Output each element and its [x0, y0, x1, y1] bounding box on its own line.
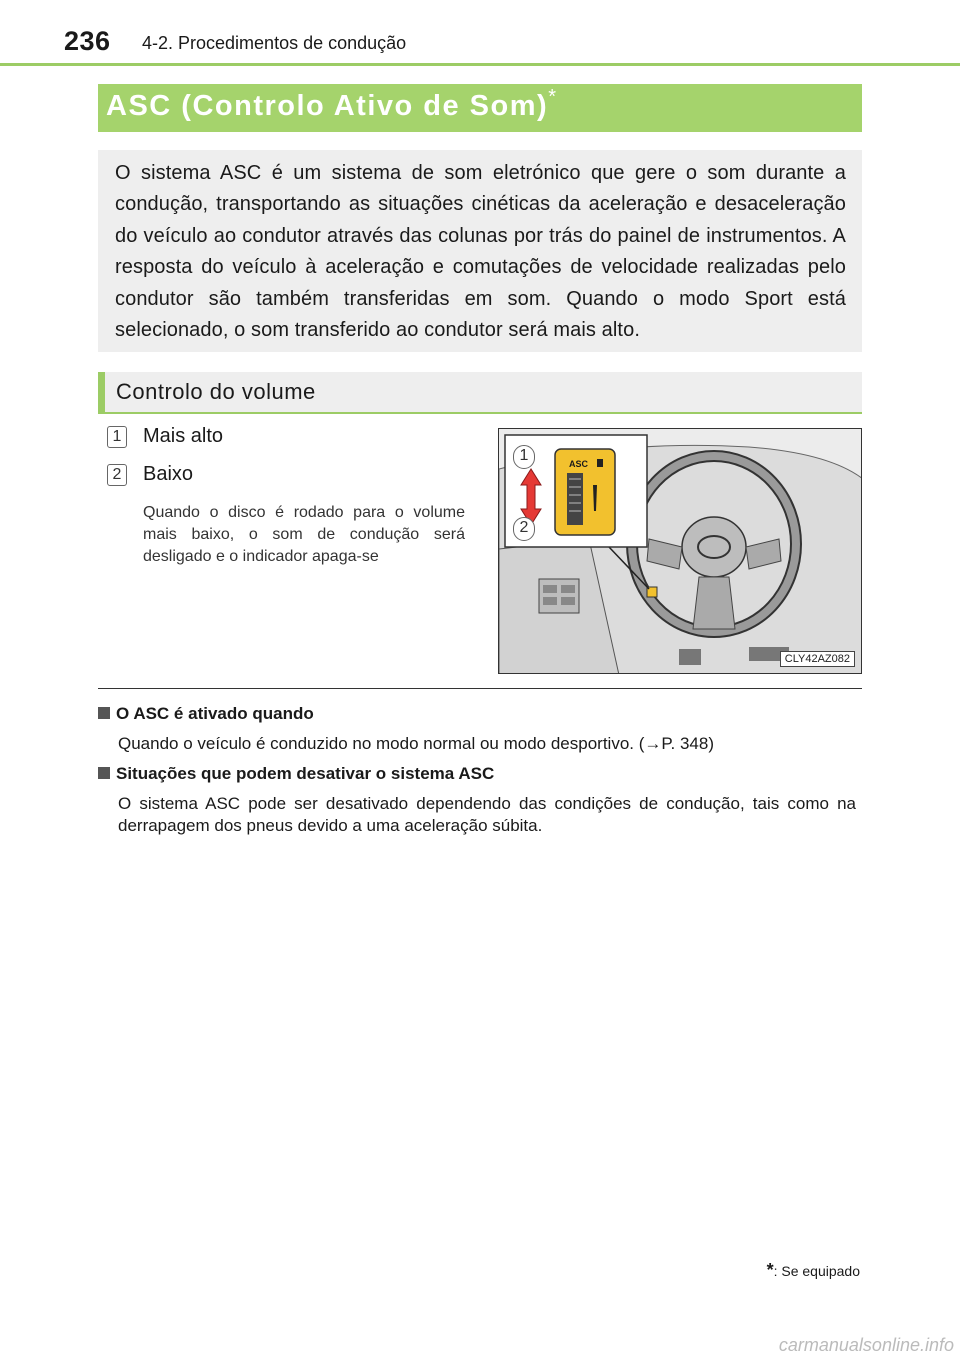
item-number-1: 1	[107, 426, 127, 448]
header-rule	[0, 63, 960, 66]
intro-text: O sistema ASC é um sistema de som eletrónico que gere o som durante a condução, transportando as situações cinéticas da aceleração e desaceleração do veículo ao condutor através das colunas por trás do painel de instrumentos. A resposta do veículo à aceleração e comutações de velocidade realizadas pelo condutor são também transferidas em som. Quando o modo Sport está selecionado, o som transferido ao condutor será mais alto.	[115, 162, 846, 342]
asterisk-icon: *	[766, 1260, 774, 1280]
subsection-bar	[98, 372, 862, 414]
asterisk-mark: *	[548, 86, 558, 108]
figure-code: CLY42AZ082	[780, 651, 855, 667]
footnote: *: Se equipado	[766, 1260, 860, 1280]
callout-1: 1	[513, 445, 535, 469]
section-divider	[98, 688, 862, 689]
dashboard-drawing	[499, 429, 862, 674]
watermark: carmanualsonline.info	[778, 1335, 954, 1355]
note-heading-2: Situações que podem desativar o sistema ASC	[98, 764, 494, 784]
section-title-bar	[98, 84, 862, 132]
item-label-1: Mais alto	[143, 425, 224, 447]
chapter-title: 4-2. Procedimentos de condução	[142, 33, 407, 53]
bullet-square-icon	[98, 767, 110, 779]
dashboard-illustration	[498, 428, 862, 674]
note-heading-1: O ASC é ativado quando	[98, 704, 314, 724]
item-number-2: 2	[107, 464, 127, 486]
callout-2: 2	[513, 517, 535, 541]
subsection-rule	[98, 412, 862, 414]
item-note: Quando o disco é rodado para o volume mais baixo, o som de condução será desligado e o indicador apaga-se	[143, 504, 465, 565]
note-body-1: Quando o veículo é conduzido no modo normal ou modo desportivo. (→P. 348)	[118, 734, 714, 753]
subsection-accent	[98, 372, 105, 414]
item-label-2: Baixo	[143, 463, 194, 485]
switch-label: ASC	[569, 459, 589, 469]
page-number: 236	[64, 26, 111, 56]
section-title: ASC (Controlo Ativo de Som)*	[106, 86, 558, 122]
bullet-square-icon	[98, 707, 110, 719]
intro-box	[98, 150, 862, 352]
subsection-title: Controlo do volume	[116, 379, 316, 404]
note-body-2: O sistema ASC pode ser desativado dependendo das condições de condução, tais como na derrapagem dos pneus devido a uma aceleração súbita.	[118, 794, 856, 835]
